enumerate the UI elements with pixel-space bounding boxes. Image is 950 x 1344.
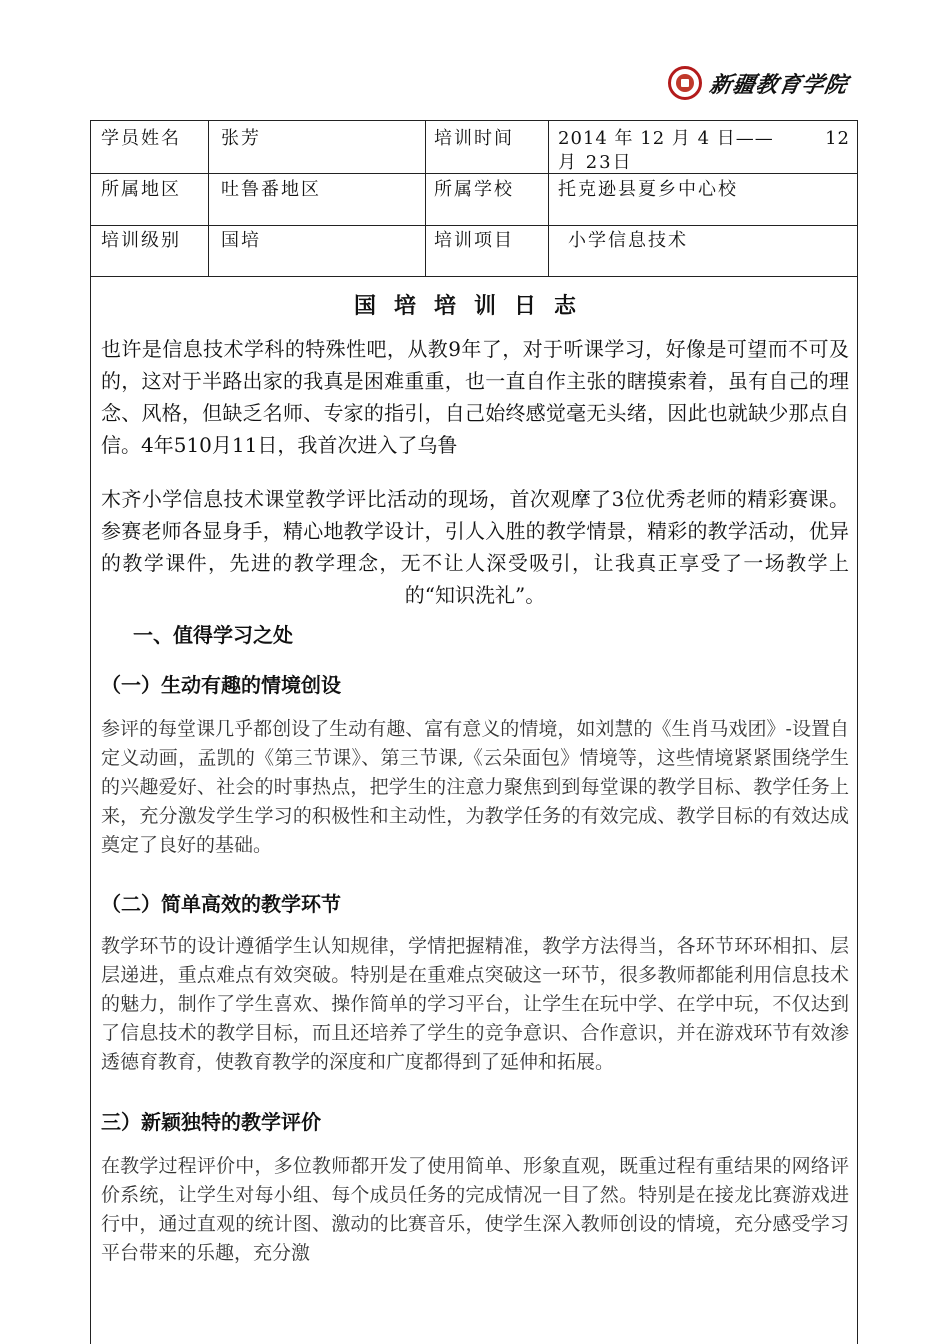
subsection-heading-2: （二）简单高效的教学环节	[101, 892, 341, 916]
section-heading-1: 一、值得学习之处	[133, 623, 293, 647]
time-value-end-month: 12	[825, 128, 850, 149]
intro-paragraph-1: 也许是信息技术学科的特殊性吧，从教9年了，对于听课学习，好像是可望而不可及的，这对于半路出家的我真是困难重重，也一直自作主张的瞎摸索着，虽有自己的理念、风格，但缺乏名师、专家的指引，自己始终感觉毫无头绪，因此也就缺少那点自信。4年510月11日，我首次进入了乌鲁	[101, 337, 849, 457]
time-value-line2: 月 23日	[558, 152, 633, 173]
school-value: 托克逊县夏乡中心校	[558, 179, 738, 200]
column-divider	[208, 121, 209, 277]
intro-paragraph-2: 木齐小学信息技术课堂教学评比活动的现场，首次观摩了3位优秀老师的精彩赛课。参赛老师各显身手，精心地教学设计，引人入胜的教学情景，精彩的教学活动，优异的教学课件，先进的教学理念，无不让人深受吸引，让我真正享受了一场教学上的“知识洗礼”。	[101, 487, 849, 607]
header-logo	[668, 62, 851, 104]
row-divider	[91, 225, 857, 226]
training-form	[90, 120, 858, 1344]
subsection-text-1: 参评的每堂课几乎都创设了生动有趣、富有意义的情境，如刘慧的《生肖马戏团》-设置自定义动画，孟凯的《第三节课》、第三节课,《云朵面包》情境等，这些情境紧紧围绕学生的兴趣爱好、社会的时事热点，把学生的注意力聚焦到到每堂课的教学目标、教学任务上来，充分激发学生学习的积极性和主动性，为教学任务的有效完成、教学目标的有效达成奠定了良好的基础。	[101, 718, 849, 856]
time-value	[558, 127, 850, 175]
region-label: 所属地区	[101, 179, 181, 200]
time-label: 培训时间	[434, 128, 514, 149]
level-label: 培训级别	[101, 230, 181, 251]
region-value: 吐鲁番地区	[221, 179, 321, 200]
subsection-heading-3: 三）新颖独特的教学评价	[101, 1110, 321, 1134]
name-label: 学员姓名	[101, 128, 181, 149]
row-divider	[91, 276, 857, 277]
column-divider	[548, 121, 549, 277]
logo-text: 新疆教育学院	[707, 71, 851, 98]
column-divider	[425, 121, 426, 277]
project-label: 培训项目	[434, 230, 514, 251]
college-seal-icon	[668, 66, 702, 100]
subsection-text-3: 在教学过程评价中，多位教师都开发了使用简单、形象直观，既重过程有重结果的网络评价系统，让学生对每小组、每个成员任务的完成情况一目了然。特别是在接龙比赛游戏进行中，通过直观的统计图、激动的比赛音乐，使学生深入教师创设的情境，充分感受学习平台带来的乐趣，充分激	[101, 1155, 849, 1264]
subsection-heading-1: （一）生动有趣的情境创设	[101, 673, 341, 697]
school-label: 所属学校	[434, 179, 514, 200]
level-value: 国培	[221, 230, 261, 251]
name-value: 张芳	[221, 128, 261, 149]
subsection-text-2: 教学环节的设计遵循学生认知规律，学情把握精准，教学方法得当，各环节环环相扣、层层递进，重点难点有效突破。特别是在重难点突破这一环节，很多教师都能利用信息技术的魅力，制作了学生喜欢、操作简单的学习平台，让学生在玩中学、在学中玩，不仅达到了信息技术的教学目标，而且还培养了学生的竞争意识、合作意识，并在游戏环节有效渗透德育教育，使教育教学的深度和广度都得到了延伸和拓展。	[101, 935, 849, 1073]
project-value: 小学信息技术	[568, 230, 688, 251]
log-title: 国培培训日志	[353, 293, 594, 319]
time-value-start: 2014 年 12 月 4 日——	[558, 128, 774, 149]
